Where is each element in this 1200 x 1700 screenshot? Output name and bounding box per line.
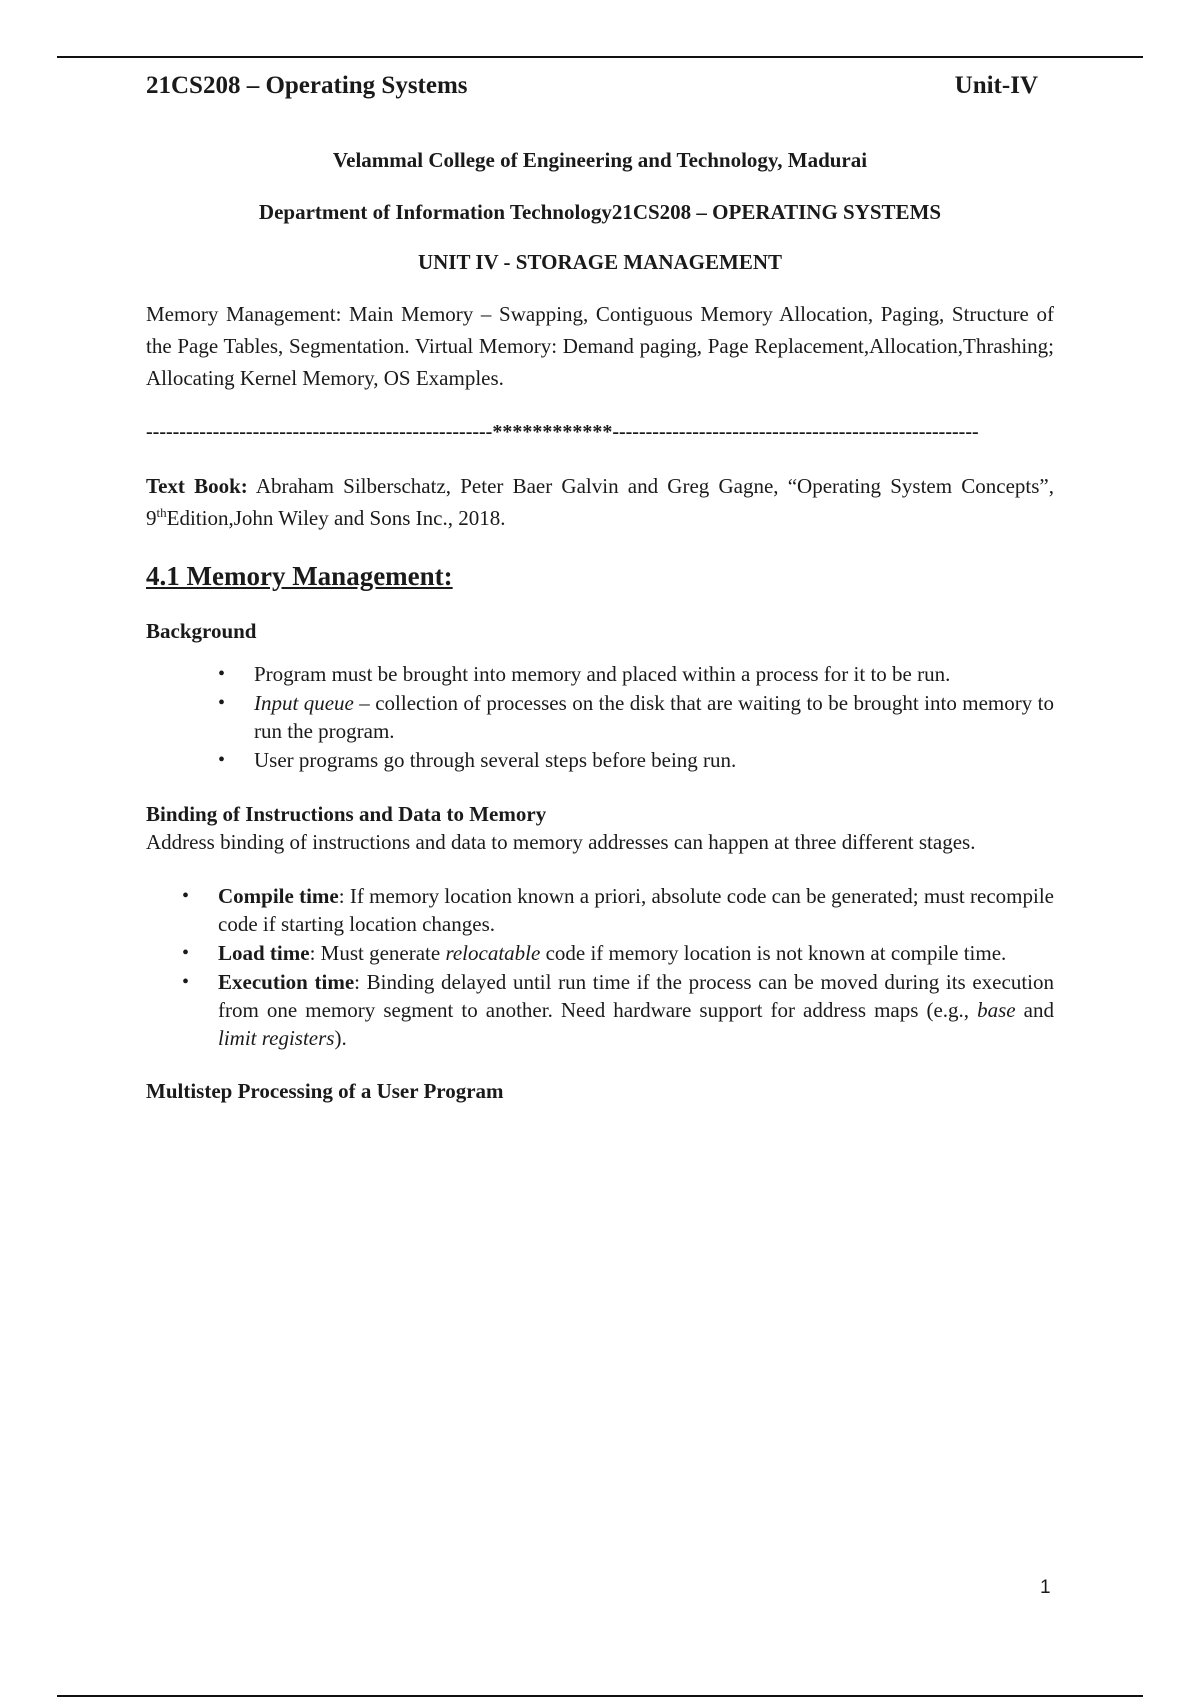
bullet-icon: • [218,692,226,714]
compile-time-text: : If memory location known a priori, absolute code can be generated; must recompile code if starting location changes. [218,884,1054,936]
compile-time-term: Compile time [218,884,339,908]
list-item-text: – collection of processes on the disk that are waiting to be brought into memory to run the program. [254,691,1054,743]
college-name: Velammal College of Engineering and Technology, Madurai [332,148,868,172]
unit-title: UNIT IV - STORAGE MANAGEMENT [417,250,783,274]
background-list [146,660,1054,774]
load-time-term: Load time [218,941,310,965]
department-line: Department of Information Technology21CS208 – OPERATING SYSTEMS [258,200,942,224]
list-item [146,968,1054,1052]
page-number: 1 [1040,1577,1051,1598]
bullet-icon: • [182,971,190,993]
multistep-heading: Multistep Processing of a User Program [146,1079,504,1103]
textbook-label: Text Book: [146,474,248,498]
document-body [146,144,1054,1106]
list-item [146,689,1054,745]
list-item [146,746,1054,774]
execution-time-term: Execution time [218,970,355,994]
course-title: 21CS208 – Operating Systems [146,72,468,99]
background-heading: Background [146,619,257,643]
input-queue-term: Input queue [254,691,354,715]
textbook-paragraph [146,470,1054,534]
execution-and: and [1015,998,1054,1022]
bullet-icon: • [182,942,190,964]
syllabus-paragraph: Memory Management: Main Memory – Swapping, Contiguous Memory Allocation, Paging, Structure of the Page Tables, Segmentation. Virtual Memory: Demand paging, Page Replacement,Allocation,Thrashing; Allocating Kernel Memory, OS Examples. [146,302,1054,390]
top-rule [57,56,1143,58]
execution-time-text: : Binding delayed until run time if the process can be moved during its execution from one memory segment to another. Need hardware support for address maps (e.g., [218,970,1054,1022]
bottom-rule [57,1695,1143,1697]
binding-intro: Address binding of instructions and data to memory addresses can happen at three different stages. [146,830,976,854]
section-title: 4.1 Memory Management: [146,561,453,591]
bullet-icon: • [218,749,226,771]
divider-line: ----------------------------------------------------************------------------------------------------------------- [146,421,979,443]
list-item-text: Program must be brought into memory and placed within a process for it to be run. [254,662,951,686]
binding-heading: Binding of Instructions and Data to Memory [146,802,547,826]
execution-close: ). [334,1026,347,1050]
list-item [146,939,1054,967]
binding-list [146,882,1054,1052]
base-term: base [977,998,1016,1022]
bullet-icon: • [218,663,226,685]
textbook-edition: Edition,John Wiley and Sons Inc., 2018. [166,506,506,530]
bullet-icon: • [182,885,190,907]
load-time-text-end: code if memory location is not known at compile time. [540,941,1007,965]
page-header [146,72,1038,100]
list-item [146,882,1054,938]
relocatable-term: relocatable [445,941,541,965]
load-time-text: : Must generate [309,941,446,965]
textbook-text: Abraham Silberschatz, Peter Baer Galvin and Greg Gagne, “Operating System Concepts”, 9 [146,474,1054,530]
list-item [146,660,1054,688]
textbook-sup: th [156,505,167,520]
list-item-text: User programs go through several steps before being run. [254,748,737,772]
limit-registers-term: limit registers [218,1026,335,1050]
unit-label: Unit-IV [954,72,1038,99]
